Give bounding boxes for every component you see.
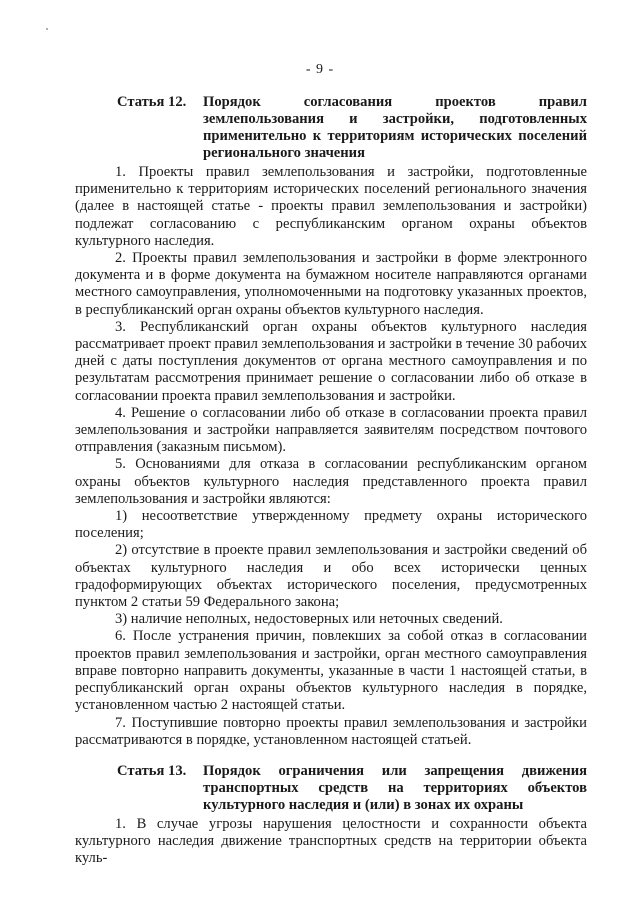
article-heading [75, 94, 587, 162]
paragraph: 1. Проекты правил землепользования и застройки, подготовленные применительно к территориям исторических поселений регионального значения (далее в настоящей статье - проекты правил землепользования и застройки) подлежат согласованию с республиканским органом охраны объектов культурного наследия. [75, 164, 587, 249]
article-label: Статья 13. [117, 762, 187, 779]
paragraph: 5. Основаниями для отказа в согласовании республиканским органом охраны объектов культурного наследия представленного проекта правил землепользования и застройки являются: [75, 456, 587, 507]
article-title: Порядок согласования проектов правил землепользования и застройки, подготовленных применительно к территориям исторических поселений регионального значения [203, 94, 587, 161]
article-title: Порядок ограничения или запрещения движения транспортных средств на территориях объектов культурного наследия и (или) в зонах их охраны [203, 762, 587, 813]
paragraph: 4. Решение о согласовании либо об отказе в согласовании проекта правил землепользования и застройки направляется заявителям посредством почтового отправления (заказным письмом). [75, 404, 587, 456]
paragraph: 2. Проекты правил землепользования и застройки в форме электронного документа и в форме документа на бумажном носителе направляются органами местного самоуправления, уполномоченными на подготовку указанных проектов, в республиканский орган охраны объектов культурного наследия. [75, 250, 587, 318]
article-separator [75, 749, 587, 763]
paragraph: 6. После устранения причин, повлекших за собой отказ в согласовании проектов правил землепользования и застройки, орган местного самоуправления вправе повторно направить документы, указанные в части 1 настоящей статьи, в республиканский орган охраны объектов культурного наследия в порядке, установленном частью 2 настоящей статьи. [75, 628, 587, 714]
article-12 [75, 94, 587, 749]
list-item: 3) наличие неполных, недостоверных или неточных сведений. [115, 611, 503, 628]
paragraph: 3. Республиканский орган охраны объектов культурного наследия рассматривает проект правил землепользования и застройки в течение 30 рабочих дней с даты поступления документов от органа местного самоуправления и по результатам рассмотрения принимает решение о согласовании либо об отказе в согласовании проекта правил землепользования и застройки. [75, 318, 587, 404]
list-item: 2) отсутствие в проекте правил землепользования и застройки сведений об объектах культурного наследия и обо всех исторически ценных градоформирующих объектах исторического поселения, предусмотренных пунктом 2 статьи 59 Федерального закона; [75, 542, 587, 611]
paragraph: 1. В случае угрозы нарушения целостности и сохранности объекта культурного наследия движение транспортных средств на территории объекта куль- [75, 815, 587, 867]
article-label: Статья 12. [117, 94, 187, 110]
article-13 [75, 763, 587, 868]
page-number: - 9 - [305, 62, 335, 77]
article-heading [75, 763, 587, 814]
document-body [75, 94, 587, 868]
list-item: 1) несоответствие утвержденному предмету охраны исторического поселения; [75, 508, 587, 542]
paragraph: 7. Поступившие повторно проекты правил землепользования и застройки рассматриваются в порядке, установленном настоящей статьей. [75, 714, 587, 748]
scan-speck [46, 28, 48, 30]
